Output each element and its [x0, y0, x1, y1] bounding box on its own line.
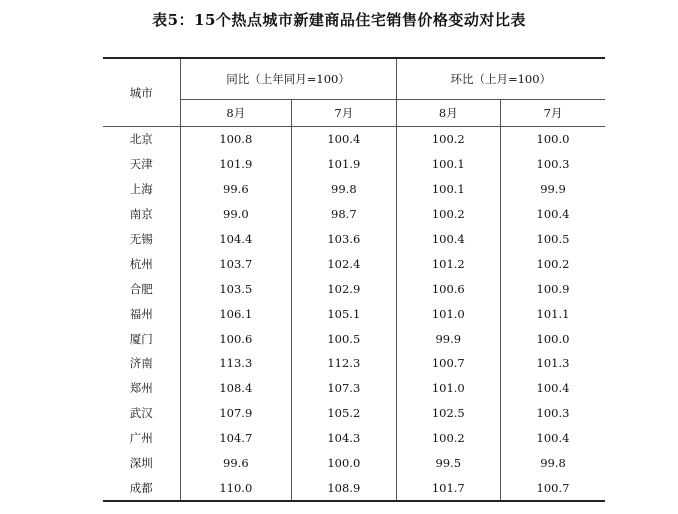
yoy-jul-cell: 101.9: [292, 152, 396, 177]
mom-aug-cell: 100.1: [396, 152, 500, 177]
yoy-jul-cell: 100.4: [292, 127, 396, 152]
mom-jul-cell: 101.3: [501, 351, 605, 376]
yoy-jul-cell: 98.7: [292, 202, 396, 227]
city-cell: 深圳: [129, 456, 153, 471]
yoy-jul-cell: 112.3: [292, 351, 396, 376]
mom-aug-cell: 101.0: [396, 376, 500, 401]
city-cell: 福州: [129, 306, 153, 321]
city-cell: 武汉: [129, 406, 153, 421]
yoy-jul-cell: 100.5: [292, 326, 396, 351]
city-column-header: 城市: [103, 58, 180, 127]
city-cell: 郑州: [129, 381, 153, 396]
table-row: [103, 426, 605, 451]
mom-jul-cell: 100.7: [501, 475, 605, 501]
city-cell: 合肥: [129, 281, 153, 296]
mom-group-header: 环比（上月=100）: [396, 58, 605, 100]
yoy-jul-cell: 103.6: [292, 227, 396, 252]
city-cell: 无锡: [129, 232, 153, 246]
city-cell: 南京: [129, 207, 153, 222]
yoy-jul-cell: 102.9: [292, 276, 396, 301]
mom-jul-cell: 100.3: [501, 152, 605, 177]
table-row: [103, 202, 605, 227]
yoy-aug-cell: 110.0: [180, 475, 292, 501]
city-cell: 厦门: [129, 331, 153, 346]
yoy-aug-cell: 99.6: [180, 451, 292, 476]
yoy-jul-header: 7月: [292, 100, 396, 127]
table-row: [103, 276, 605, 301]
city-cell: 北京: [129, 132, 153, 147]
table-row: [103, 177, 605, 202]
mom-aug-cell: 99.5: [396, 451, 500, 476]
city-cell: 成都: [103, 475, 180, 501]
mom-aug-cell: 102.5: [396, 401, 500, 426]
yoy-aug-cell: 106.1: [180, 301, 292, 326]
mom-jul-cell: 99.8: [501, 451, 605, 476]
yoy-aug-cell: 99.6: [180, 177, 292, 202]
table-row: [103, 451, 605, 476]
mom-jul-cell: 100.2: [501, 251, 605, 276]
mom-aug-cell: 101.2: [396, 251, 500, 276]
table-row: [103, 127, 605, 152]
mom-aug-cell: 100.2: [396, 127, 500, 152]
yoy-aug-cell: 104.7: [180, 426, 292, 451]
table-row: [103, 351, 605, 376]
mom-jul-cell: 100.0: [501, 127, 605, 152]
table-row: [103, 251, 605, 276]
table-header: [103, 58, 605, 127]
yoy-aug-cell: 101.9: [180, 152, 292, 177]
city-cell: 广州: [129, 431, 153, 446]
table-row: [103, 152, 605, 177]
yoy-jul-cell: 102.4: [292, 251, 396, 276]
yoy-aug-cell: 103.5: [180, 276, 292, 301]
mom-aug-cell: 100.7: [396, 351, 500, 376]
header-row-group: [103, 58, 605, 100]
yoy-aug-cell: 103.7: [180, 251, 292, 276]
yoy-aug-cell: 107.9: [180, 401, 292, 426]
mom-aug-header: 8月: [396, 100, 500, 127]
mom-aug-cell: 101.0: [396, 301, 500, 326]
yoy-aug-cell: 99.0: [180, 202, 292, 227]
mom-aug-cell: 100.2: [396, 202, 500, 227]
yoy-aug-cell: 104.4: [180, 227, 292, 252]
table-row: [103, 376, 605, 401]
mom-aug-cell: 100.6: [396, 276, 500, 301]
mom-jul-cell: 101.1: [501, 301, 605, 326]
mom-jul-header: 7月: [501, 100, 605, 127]
table-row: [103, 301, 605, 326]
mom-jul-cell: 100.0: [501, 326, 605, 351]
yoy-jul-cell: 104.3: [292, 426, 396, 451]
mom-aug-cell: 101.7: [396, 475, 500, 501]
mom-jul-cell: 100.4: [501, 376, 605, 401]
yoy-jul-cell: 99.8: [292, 177, 396, 202]
mom-aug-cell: 100.1: [396, 177, 500, 202]
mom-aug-cell: 100.2: [396, 426, 500, 451]
yoy-aug-cell: 108.4: [180, 376, 292, 401]
yoy-aug-cell: 100.8: [180, 127, 292, 152]
table-row: [103, 227, 605, 252]
city-cell: 杭州: [129, 256, 153, 271]
table-body: [103, 127, 605, 502]
yoy-group-header: 同比（上年同月=100）: [180, 58, 396, 100]
yoy-aug-cell: 100.6: [180, 326, 292, 351]
yoy-jul-cell: 105.2: [292, 401, 396, 426]
mom-jul-cell: 100.5: [501, 227, 605, 252]
yoy-jul-cell: 108.9: [292, 475, 396, 501]
mom-aug-cell: 99.9: [396, 326, 500, 351]
mom-jul-cell: 99.9: [501, 177, 605, 202]
yoy-aug-header: 8月: [180, 100, 292, 127]
price-comparison-table: [103, 57, 605, 502]
mom-jul-cell: 100.9: [501, 276, 605, 301]
table-row: [103, 326, 605, 351]
city-cell: 济南: [129, 356, 153, 371]
table-title: 表5：15个热点城市新建商品住宅销售价格变动对比表: [152, 11, 526, 29]
mom-aug-cell: 100.4: [396, 227, 500, 252]
yoy-aug-cell: 113.3: [180, 351, 292, 376]
yoy-jul-cell: 107.3: [292, 376, 396, 401]
mom-jul-cell: 100.4: [501, 426, 605, 451]
yoy-jul-cell: 100.0: [292, 451, 396, 476]
mom-jul-cell: 100.3: [501, 401, 605, 426]
mom-jul-cell: 100.4: [501, 202, 605, 227]
city-cell: 天津: [129, 157, 153, 172]
yoy-jul-cell: 105.1: [292, 301, 396, 326]
city-cell: 上海: [129, 182, 153, 197]
table-row: [103, 401, 605, 426]
table-row: [103, 475, 605, 501]
